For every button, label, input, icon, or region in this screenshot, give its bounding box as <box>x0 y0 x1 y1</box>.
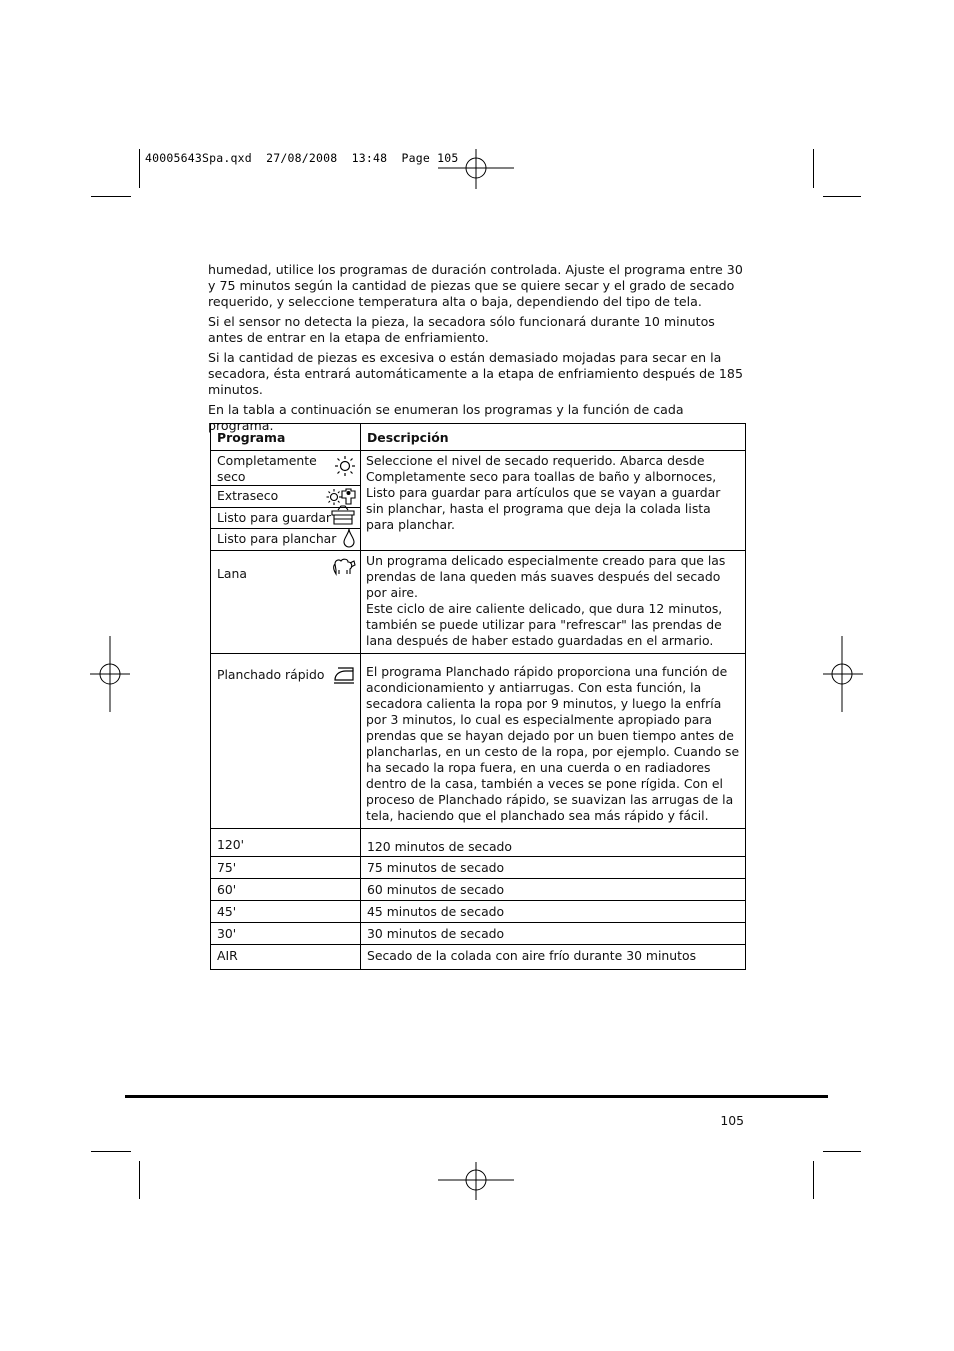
program-label: Listo para guardar <box>217 510 332 525</box>
table-row <box>211 829 746 857</box>
program-label: Lana <box>217 566 247 581</box>
registration-mark-left <box>90 634 132 714</box>
program-cell: 60' <box>211 879 361 901</box>
iron-icon <box>332 664 356 684</box>
table-row <box>211 923 746 945</box>
registration-mark-top <box>436 149 516 191</box>
table-row <box>211 901 746 923</box>
header-program: Programa <box>211 424 361 451</box>
page-number: 105 <box>720 1113 744 1128</box>
print-slug: 40005643Spa.qxd 27/08/2008 13:48 Page 105 <box>145 151 459 165</box>
paragraph: Si el sensor no detecta la pieza, la secadora sólo funcionará durante 10 minutos antes de entrar en la etapa de enfriamiento. <box>208 314 715 345</box>
table-row <box>211 945 746 970</box>
description-cell <box>361 551 746 654</box>
table-row <box>211 551 746 654</box>
description-cell: 75 minutos de secado <box>361 857 746 879</box>
program-label: Extraseco <box>217 488 279 503</box>
footer-rule <box>125 1095 828 1098</box>
program-group-cell <box>211 451 361 551</box>
description-cell: 30 minutos de secado <box>361 923 746 945</box>
folded-clothes-icon <box>330 504 356 526</box>
description-cell: El programa Planchado rápido proporciona una función de acondicionamiento y antiarrugas. Con esta función, la secadora calienta la ropa por 9 minutos, y luego la enfría por 3 minutos, lo cual es especialmente apropiado para prendas que se hayan dejado por un buen tiempo antes de plancharlas, en un cesto de la ropa, por ejemplo. Cuando se ha secado la ropa fuera, en una cuerda o en radiadores dentro de la casa, también a veces se pone rígida. Con el proceso de Planchado rápido, se suavizan las arrugas de la tela, haciendo que el planchado sea más rápido y fácil. <box>361 654 746 829</box>
description-cell: 45 minutos de secado <box>361 901 746 923</box>
description-cell: 120 minutos de secado <box>361 829 746 857</box>
table-row <box>211 654 746 829</box>
description-cell: 60 minutos de secado <box>361 879 746 901</box>
program-cell <box>211 551 361 654</box>
program-listo-para-planchar <box>211 529 360 550</box>
paragraph: humedad, utilice los programas de duración controlada. Ajuste el programa entre 30 y 75 minutos según la cantidad de piezas que se quiere secar y el grado de secado requerido, y seleccione temperatura alta o baja, dependiendo del tipo de tela. <box>208 262 743 309</box>
table-row <box>211 879 746 901</box>
program-cell: 75' <box>211 857 361 879</box>
drop-icon <box>342 528 356 550</box>
sheep-icon <box>330 556 356 578</box>
description-cell: Seleccione el nivel de secado requerido. Abarca desde Completamente seco para toallas de baño y albornoces, Listo para guardar para artículos que se vayan a guardar sin planchar, hasta el programa que deja la colada lista para planchar. <box>361 451 746 551</box>
program-label: Planchado rápido <box>217 667 325 682</box>
program-listo-para-guardar <box>211 508 360 529</box>
table-row <box>211 451 746 551</box>
program-table <box>210 423 746 970</box>
program-label: Completamente seco <box>217 453 317 484</box>
sun-icon <box>334 455 356 477</box>
program-label: Listo para planchar <box>217 531 337 546</box>
sun-plus-icon <box>326 486 356 506</box>
body-text <box>208 262 753 438</box>
description-text: Un programa delicado especialmente creado para que las prendas de lana queden más suaves después del secado por aire. <box>366 553 726 600</box>
header-description: Descripción <box>361 424 746 451</box>
paragraph: En la tabla a continuación se enumeran los programas y la función de cada programa. <box>208 402 684 433</box>
program-cell: AIR <box>211 945 361 970</box>
description-text: Este ciclo de aire caliente delicado, que dura 12 minutos, también se puede utilizar para "refrescar" las prendas de lana después de haber estado guardadas en el armario. <box>366 601 723 648</box>
registration-mark-bottom <box>436 1160 516 1202</box>
program-cell: 120' <box>211 829 361 857</box>
program-cell: 30' <box>211 923 361 945</box>
table-row <box>211 857 746 879</box>
program-cell: 45' <box>211 901 361 923</box>
registration-mark-right <box>821 634 863 714</box>
program-completamente-seco <box>211 451 360 486</box>
program-cell <box>211 654 361 829</box>
paragraph: Si la cantidad de piezas es excesiva o están demasiado mojadas para secar en la secadora, ésta entrará automáticamente a la etapa de enfriamiento después de 185 minutos. <box>208 350 743 397</box>
description-cell: Secado de la colada con aire frío durante 30 minutos <box>361 945 746 970</box>
table-header-row <box>211 424 746 451</box>
